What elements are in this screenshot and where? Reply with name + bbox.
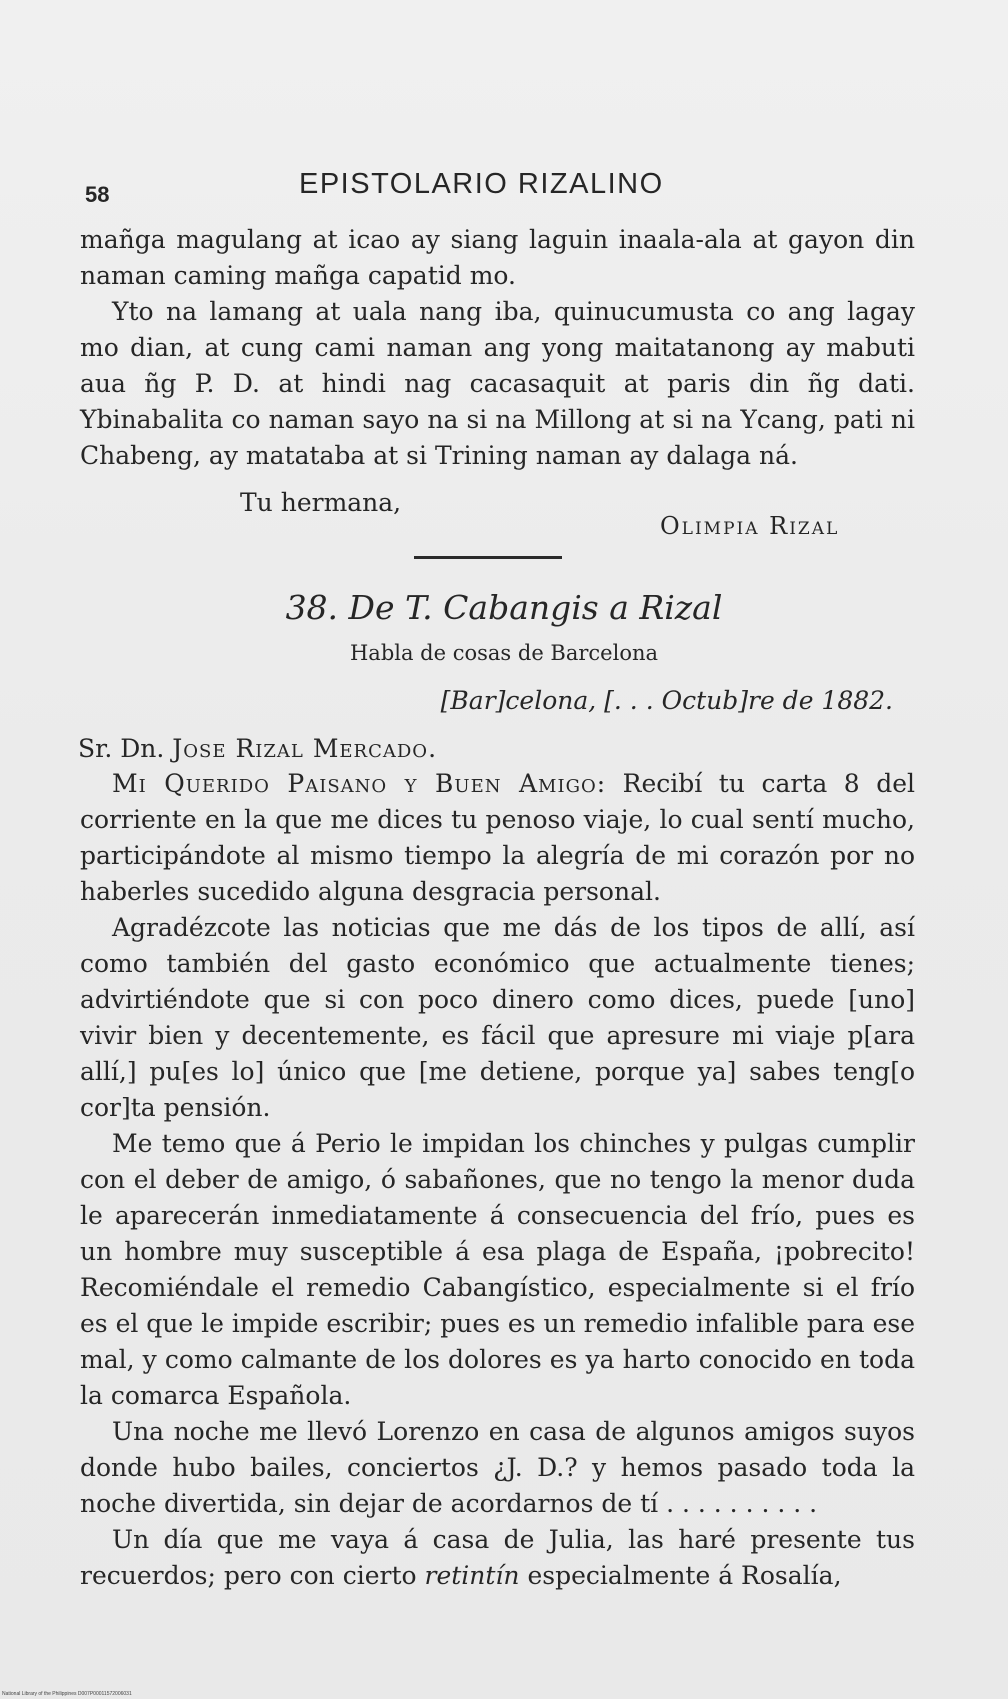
letter-37-signature: Olimpia Rizal	[660, 512, 840, 540]
letter-38-paragraph-1	[80, 766, 915, 910]
section-divider	[414, 556, 562, 559]
paragraph-5-italic: retintín	[424, 1561, 520, 1590]
addressee-name: Jose Rizal Mercado.	[172, 734, 438, 763]
letter-38-paragraph-3: Me temo que á Perio le impidan los chinches y pulgas cumplir con el deber de amigo, ó sabañones, que no tengo la menor duda le aparecerán inmediatamente á consecuencia del frío, pues es un hombre muy susceptible á esa plaga de España, ¡pobrecito! Recomiéndale el remedio Cabangístico, especialmente si el frío es el que le impide escribir; pues es un remedio infalible para ese mal, y como calmante de los dolores es ya harto conocido en toda la comarca Española.	[80, 1129, 915, 1410]
letter-37-closing: Tu hermana,	[240, 488, 402, 517]
letter-38-paragraph-2: Agradézcote las noticias que me dás de los tipos de allí, así como también del gasto económico que actualmente tienes; advirtiéndote que si con poco dinero como dices, puede [uno] vivir bien y decentemente, es fácil que apresure mi viaje p[ara allí,] pu[es lo] único que [me detiene, porque ya] sabes teng[o cor]ta pensión.	[80, 913, 915, 1122]
letter-38-title: 38. De T. Cabangis a Rizal	[285, 588, 723, 627]
letter-38-paragraph-4: Una noche me llevó Lorenzo en casa de algunos amigos suyos donde hubo bailes, conciertos ¿J. D.? y hemos pasado toda la noche divertida, sin dejar de acordarnos de tí . . . . . . . . . .	[80, 1417, 915, 1518]
letter-38-greeting: Mi Querido Paisano y Buen Amigo:	[112, 769, 607, 798]
dateline-place: [Bar]celona,	[440, 686, 597, 715]
letter-38-dateline	[441, 686, 893, 715]
letter-38-subtitle: Habla de cosas de Barcelona	[349, 641, 659, 665]
page-header	[85, 168, 915, 212]
letter-38-body	[80, 766, 915, 1594]
letter-38-paragraph-1-text: Recibí tu carta 8 del corriente en la que me dices tu penoso viaje, lo cual sentí mucho, participándote al mismo tiempo la alegría de mi corazón por no haberles sucedido alguna desgracia personal.	[80, 769, 915, 906]
paragraph-5-text-a: Un día que me vaya á casa de Julia, las haré presente tus recuerdos; pero con cierto	[80, 1525, 915, 1590]
page-number: 58	[85, 182, 110, 207]
letter-38-paragraph-5	[80, 1522, 915, 1594]
paragraph-5-text-b: especialmente á Rosalía,	[527, 1561, 842, 1590]
letter-38-addressee	[78, 734, 437, 763]
letter-37-body	[80, 222, 915, 474]
dateline-date: [. . . Octub]re de 1882.	[604, 686, 893, 715]
letter-37-paragraph-2: Yto na lamang at uala nang iba, quinucumusta co ang lagay mo dian, at cung cami naman ang yong maitatanong ay mabuti aua ñg P. D. at hindi nag cacasaquit at paris din ñg dati. Ybinabalita co naman sayo na si na Millong at si na Ycang, pati ni Chabeng, ay matataba at si Trining naman ay dalaga ná.	[80, 297, 915, 470]
source-footer: National Library of the Philippines D007P00011572006031	[2, 1691, 132, 1697]
running-title: EPISTOLARIO RIZALINO	[299, 168, 664, 200]
addressee-prefix: Sr. Dn.	[78, 734, 165, 763]
letter-37-paragraph-1: mañga magulang at icao ay siang laguin inaala-ala at gayon din naman caming mañga capatid mo.	[80, 225, 915, 290]
